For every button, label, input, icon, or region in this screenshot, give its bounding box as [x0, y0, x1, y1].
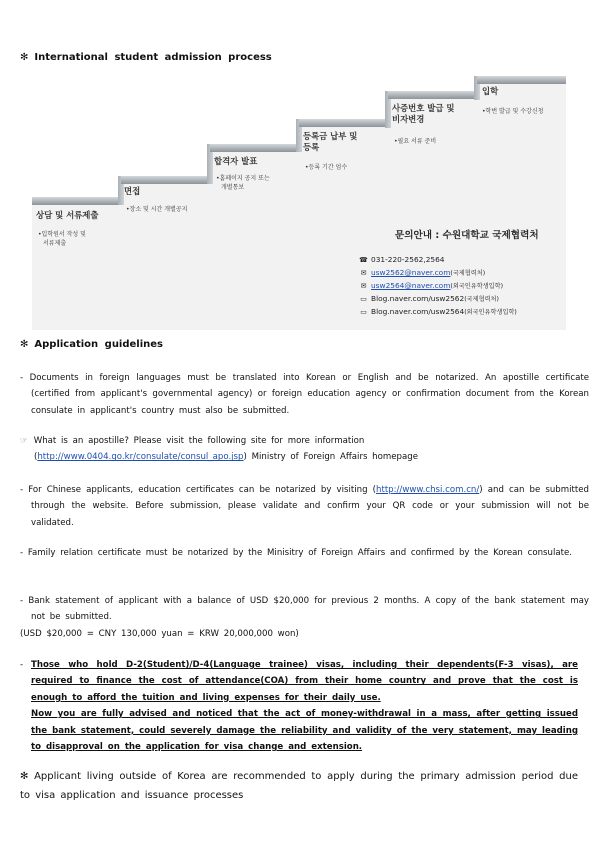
email-link-1[interactable]: usw2562@naver.com: [371, 268, 451, 277]
contact-email-2: ✉ usw2564@naver.com(외국인유학생입학): [360, 281, 504, 290]
contact-blog-1: ▭ Blog.naver.com/usw2562(국제협력처): [360, 294, 499, 303]
step-consultation-title: 상담 및 서류제출: [36, 210, 99, 220]
step-results-desc: •홈페이지 공지 또는 개별통보: [216, 175, 270, 191]
application-guidelines-heading: ✻ Application guidelines: [20, 339, 164, 350]
currency-conversion: (USD $20,000 = CNY 130,000 yuan = KRW 20,000,000 won): [20, 628, 299, 639]
step-admission-desc: •학번 발급 및 수강신청: [482, 108, 544, 115]
contact-email-1: ✉ usw2562@naver.com(국제협력처): [360, 268, 486, 277]
guideline-family-certificate: - Family relation certificate must be notarized by the Minisitry of Foreign Affairs and confirmed by the Korean consulate.: [20, 548, 573, 558]
apostille-link[interactable]: http://www.0404.go.kr/consulate/consul_apo.jsp: [37, 452, 244, 463]
step-admission-title: 입학: [482, 86, 499, 96]
step-interview-desc: •장소 및 시간 개별공지: [126, 206, 188, 213]
step-payment-title: 등록금 납부 및 등록: [303, 131, 358, 152]
contact-title: 문의안내 : 수원대학교 국제협력처: [395, 230, 539, 241]
step-consultation-desc: •입학원서 작성 및 서류제출: [38, 231, 86, 247]
admission-process-diagram: [32, 76, 566, 330]
contact-phone: ☎ 031-220-2562,2564: [359, 255, 445, 264]
footer-note: ✻ Applicant living outside of Korea are recommended to apply during the primary admission period due to visa application and issuance processes: [20, 771, 578, 801]
asterisk-icon: ✻: [20, 339, 29, 350]
admission-process-heading: ✻ International student admission process: [20, 52, 272, 63]
step-visa-title: 사증번호 발급 및 비자변경: [392, 103, 455, 124]
guideline-visa-finance-warning: - Those who hold D-2(Student)/D-4(Language trainee) visas, including their dependents(F-3 visas), are required to finance the cost of attendance(COA) from their home country and prove that the cost is enough to afford the tuition and living expenses for their daily use. Now you are fully advised and noticed that the act of money-withdrawal in a mass, after getting issued the bank statement, could severely damage the reliability and validity of the very statement, may leading to disapproval on the application for visa change and extension.: [20, 660, 578, 753]
guideline-apostille: ☞ What is an apostille? Please visit the following site for more information (http://www.0404.go.kr/consulate/consul_apo.jsp) Ministry of Foreign Affairs homepage: [20, 436, 419, 463]
email-icon: ✉: [360, 282, 367, 290]
contact-blog-2: ▭ Blog.naver.com/usw2564(외국인유학생입학): [360, 307, 517, 316]
pointing-hand-icon: ☞: [20, 436, 28, 446]
asterisk-icon: ✻: [20, 52, 29, 63]
step-visa-desc: •필요 서류 준비: [394, 138, 437, 145]
phone-icon: ☎: [359, 256, 368, 264]
step-payment-desc: •등록 기간 엄수: [305, 164, 348, 171]
guideline-translation: - Documents in foreign languages must be translated into Korean or English and be notarized. An apostille certificate (certified from applicant's governmental agency) or foreign education agency or confirmation document from the Korean consulate in applicant's country must also be submitted.: [20, 373, 589, 416]
email-icon: ✉: [360, 269, 367, 277]
guideline-chinese-applicants: - For Chinese applicants, education certificates can be notarized by visiting (http://www.chsi.com.cn/) and can be submitted through the website. Before submission, please validate and confirm your QR code or your submission will not be validated.: [20, 485, 589, 528]
guideline-bank-statement: - Bank statement of applicant with a balance of USD $20,000 for previous 2 months. A copy of the bank statement may not be submitted. (USD $20,000 = CNY 130,000 yuan = KRW 20,000,000 won): [20, 593, 589, 642]
step-interview-title: 면접: [124, 186, 141, 196]
chsi-link[interactable]: http://www.chsi.com.cn/: [376, 485, 480, 495]
step-results-title: 합격자 발표: [214, 156, 258, 166]
computer-icon: ▭: [360, 308, 367, 316]
email-link-2[interactable]: usw2564@naver.com: [371, 281, 451, 290]
computer-icon: ▭: [360, 295, 367, 303]
